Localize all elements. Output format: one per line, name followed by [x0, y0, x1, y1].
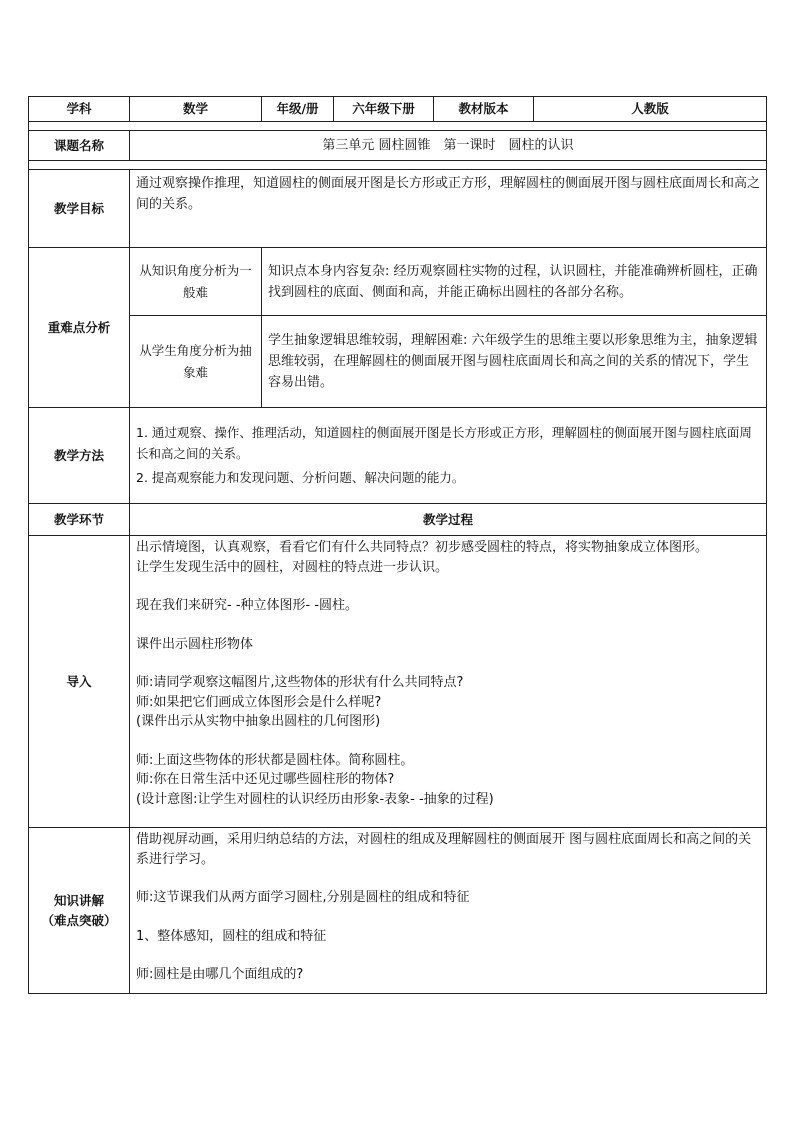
difficulty-row-student — [29, 316, 767, 408]
header-row — [29, 97, 767, 122]
subject-label: 学科 — [29, 97, 130, 122]
student-angle-text: 学生抽象逻辑思维较弱，理解困难: 六年级学生的思维主要以形象思维为主，抽象逻辑思维较弱，在理解圆柱的侧面展开图与圆柱底面周长和高之间的关系的情况下，学生容易出错。 — [262, 316, 767, 408]
lesson-title: 第三单元 圆柱圆锥 第一课时 圆柱的认识 — [130, 131, 767, 161]
goal-text: 通过观察操作推理，知道圆柱的侧面展开图是长方形或正方形，理解圆柱的侧面展开图与圆柱底面周长和高之间的关系。 — [130, 170, 767, 248]
edition-value: 人教版 — [534, 97, 767, 122]
stage-label: 教学环节 — [29, 504, 130, 536]
explain-line-4: 师:圆柱是由哪几个面组成的? — [136, 967, 304, 983]
explain-line-1: 借助视屏动画，采用归纳总结的方法，对圆柱的组成及理解圆柱的侧面展开 图与圆柱底面周长和高之间的关系进行学习。 — [136, 832, 752, 867]
intro-line-7: (课件出示从实物中抽象出圆柱的几何图形) — [136, 714, 381, 730]
intro-label: 导入 — [29, 536, 130, 828]
intro-line-8: 师:上面这些物体的形状都是圆柱体。简称圆柱。 — [136, 752, 414, 768]
intro-line-6: 师:如果把它们画成立体图形会是什么样呢? — [136, 694, 382, 710]
difficulty-row-knowledge — [29, 248, 767, 316]
intro-row — [29, 536, 767, 828]
intro-line-4: 课件出示圆柱形物体 — [136, 636, 254, 652]
difficulty-label: 重难点分析 — [29, 248, 130, 408]
method-item-2: 2. 提高观察能力和发现问题、分析问题、解决问题的能力。 — [136, 469, 465, 485]
lesson-row — [29, 131, 767, 161]
goal-label: 教学目标 — [29, 170, 130, 248]
lesson-plan-table — [28, 96, 767, 994]
process-label: 教学过程 — [130, 504, 767, 536]
subject-value: 数学 — [130, 97, 262, 122]
intro-line-3: 现在我们来研究- -种立体图形- -圆柱。 — [136, 598, 359, 614]
edition-label: 教材版本 — [434, 97, 534, 122]
explain-row — [29, 828, 767, 994]
knowledge-angle-label: 从知识角度分析为一般难 — [130, 248, 262, 316]
student-angle-label: 从学生角度分析为抽象难 — [130, 316, 262, 408]
explain-line-3: 1、整体感知，圆柱的组成和特征 — [136, 928, 327, 944]
process-header-row — [29, 504, 767, 536]
intro-line-2: 让学生发现生活中的圆柱，对圆柱的特点进一步认识。 — [136, 559, 449, 575]
explain-line-2: 师:这节课我们从两方面学习圆柱,分别是圆柱的组成和特征 — [136, 890, 470, 906]
explain-label-sub: （难点突破） — [41, 912, 117, 928]
knowledge-angle-text: 知识点本身内容复杂: 经历观察圆柱实物的过程，认识圆柱，并能准确辨析圆柱，正确找到圆柱的底面、侧面和高，并能正确标出圆柱的各部分名称。 — [262, 248, 767, 316]
lesson-label: 课题名称 — [29, 131, 130, 161]
grade-value: 六年级下册 — [334, 97, 434, 122]
explain-label-cell — [29, 828, 130, 994]
explain-label: 知识讲解 — [53, 892, 104, 908]
intro-line-1: 出示情境图，认真观察，看看它们有什么共同特点？初步感受圆柱的特点，将实物抽象成立体图形。 — [136, 540, 709, 556]
method-item-1: 1. 通过观察、操作、推理活动，知道圆柱的侧面展开图是长方形或正方形，理解圆柱的侧面展开图与圆柱底面周长和高之间的关系。 — [136, 425, 752, 461]
goal-row — [29, 170, 767, 248]
intro-line-5: 师:请同学观察这幅图片,这些物体的形状有什么共同特点? — [136, 675, 464, 691]
method-label: 教学方法 — [29, 408, 130, 504]
intro-line-9: 师:你在日常生活中还见过哪些圆柱形的物体? — [136, 772, 395, 788]
intro-line-10: (设计意图:让学生对圆柱的认识经历由形象-表象- -抽象的过程) — [136, 791, 494, 807]
grade-label: 年级/册 — [262, 97, 334, 122]
method-row — [29, 408, 767, 504]
